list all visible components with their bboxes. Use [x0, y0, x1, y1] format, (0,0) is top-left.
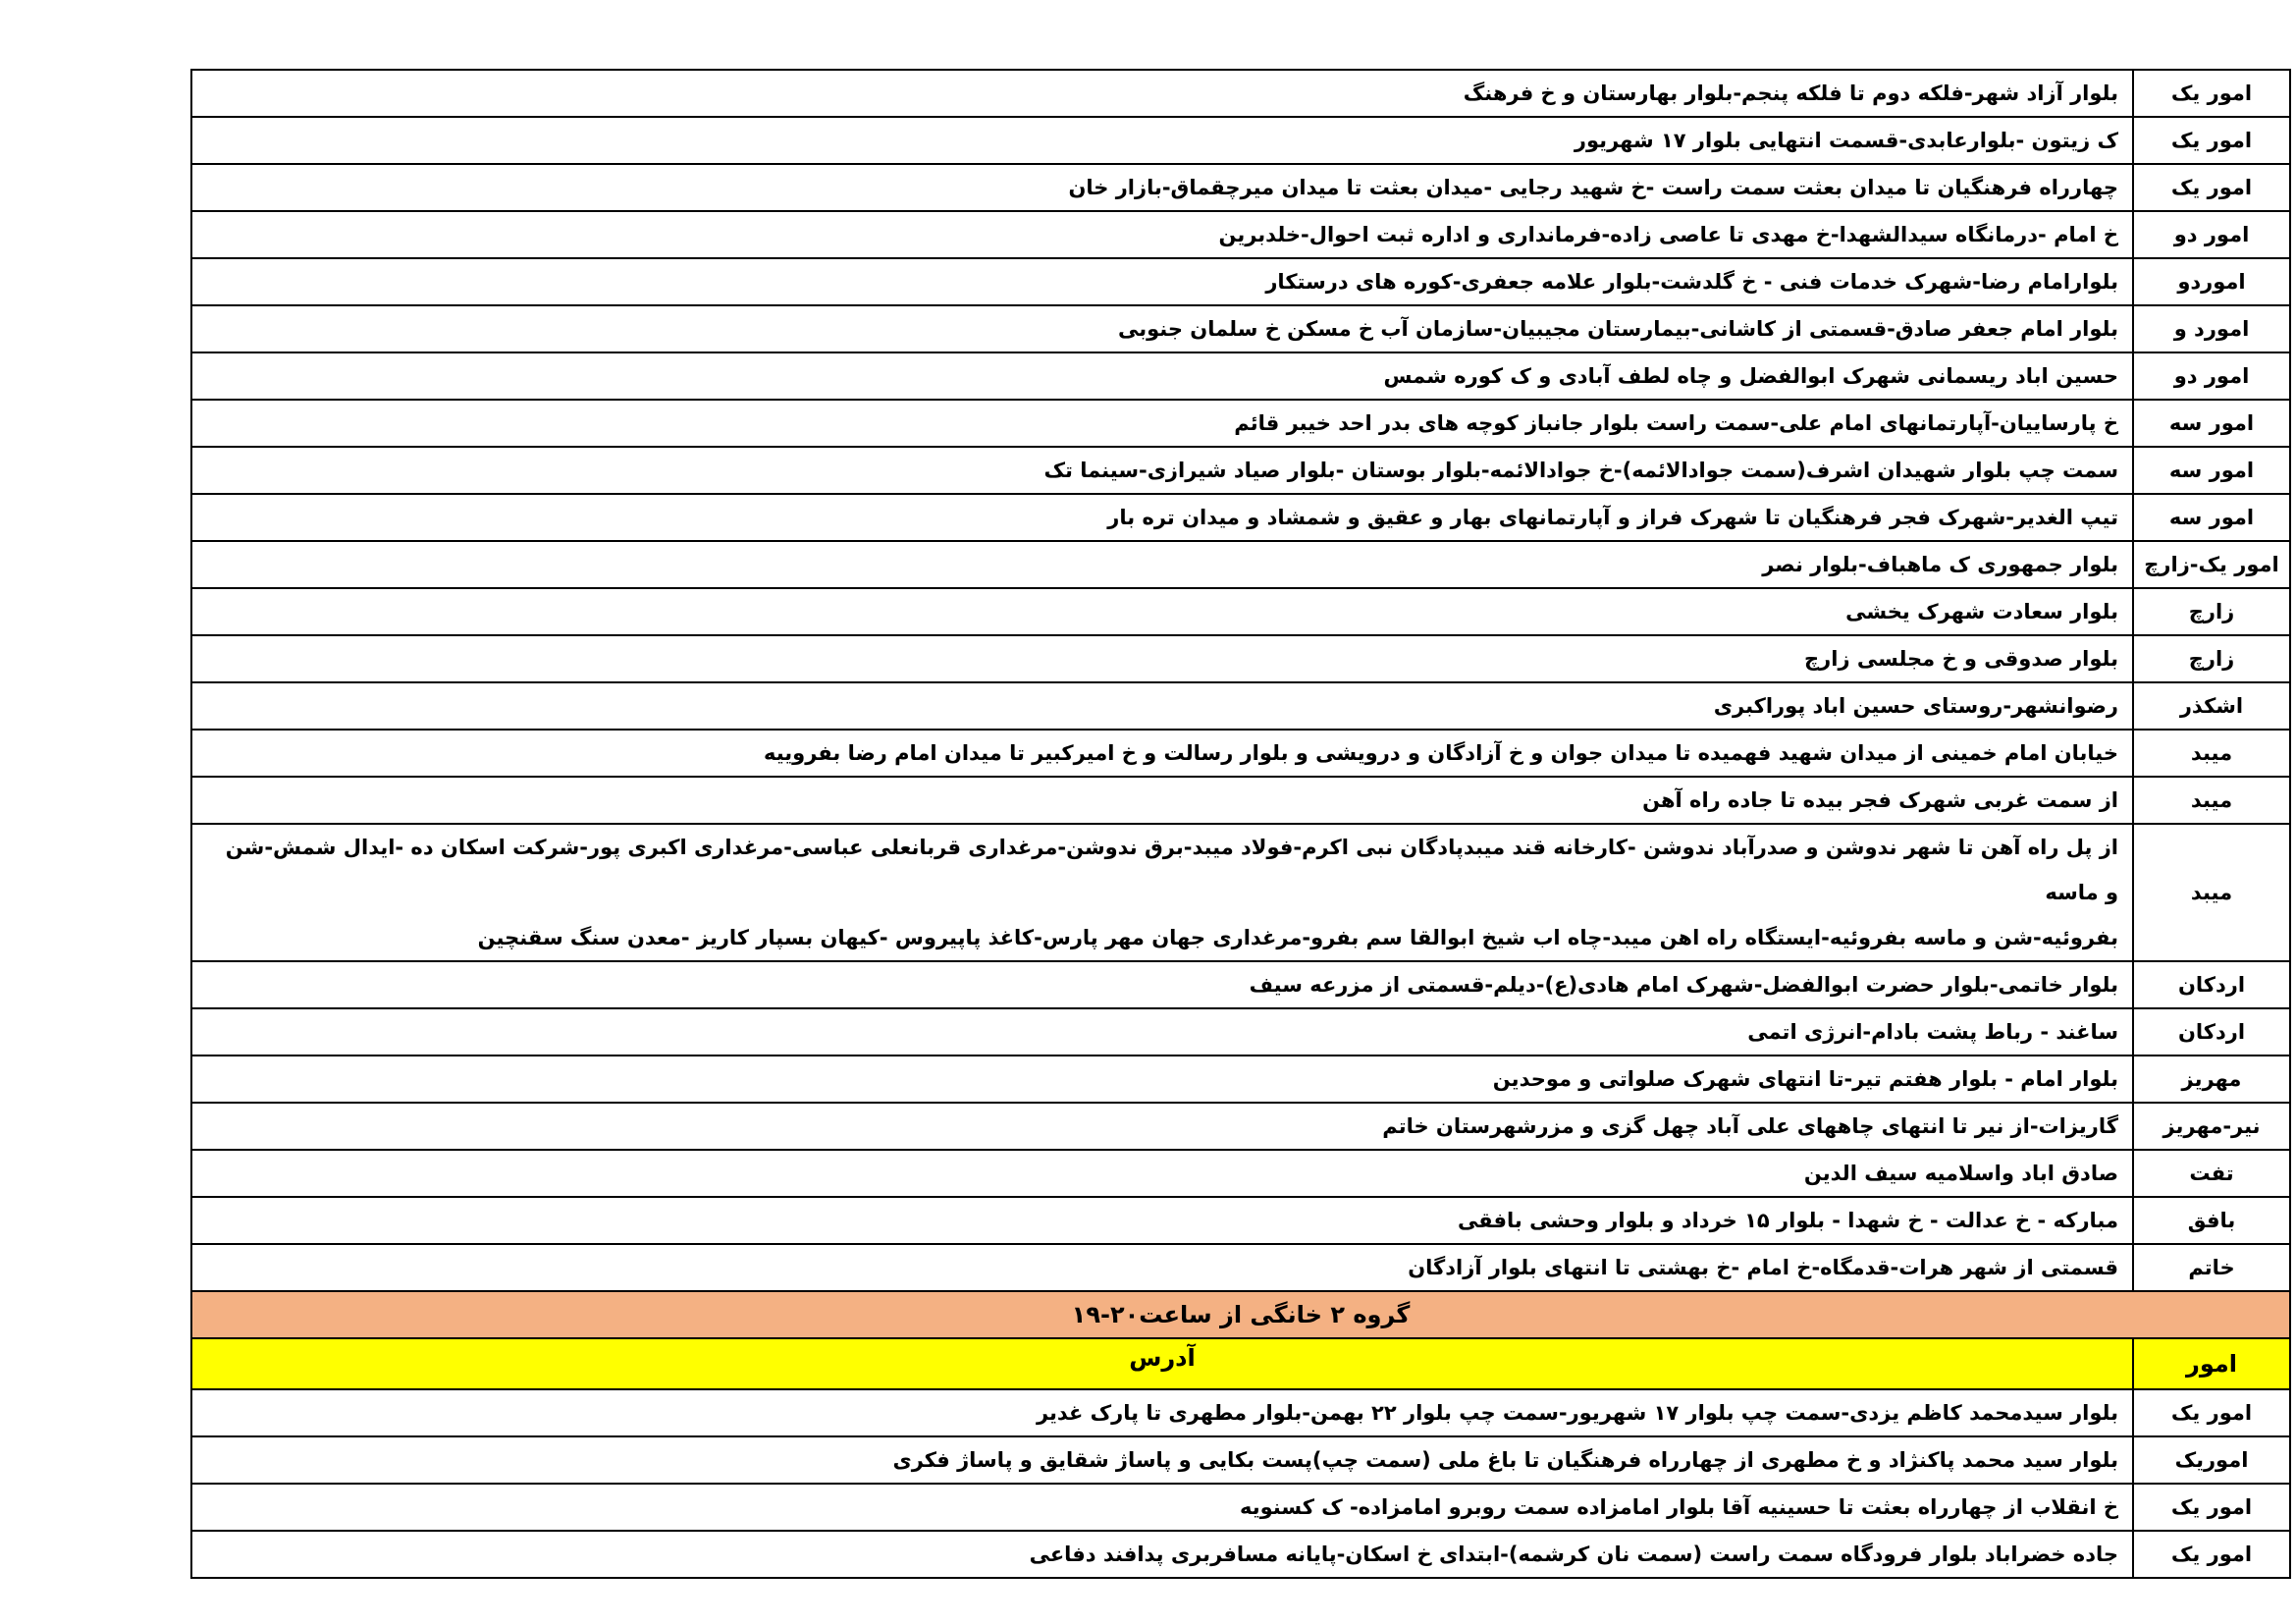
address-cell: بلوار صدوقی و خ مجلسی زارچ [191, 635, 2133, 682]
table-header-row [191, 1338, 2290, 1389]
region-cell: مهریز [2133, 1056, 2290, 1103]
address-cell: بلوار امام جعفر صادق-قسمتی از کاشانی-بیمارستان مجیبیان-سازمان آب خ مسکن خ سلمان جنوبی [191, 305, 2133, 352]
table-row [191, 494, 2290, 541]
address-cell: بلوار خاتمی-بلوار حضرت ابوالفضل-شهرک امام هادی(ع)-دیلم-قسمتی از مزرعه سیف [191, 961, 2133, 1008]
address-cell: از سمت غربی شهرک فجر بیده تا جاده راه آهن [191, 777, 2133, 824]
table-row [191, 1008, 2290, 1056]
table-row [191, 1197, 2290, 1244]
address-cell: مبارکه - خ عدالت - خ شهدا - بلوار ۱۵ خرداد و بلوار وحشی بافقی [191, 1197, 2133, 1244]
address-cell: چهارراه فرهنگیان تا میدان بعثت سمت راست -خ شهید رجایی -میدان بعثت تا میدان میرچقماق-بازار خان [191, 164, 2133, 211]
address-cell: بلوار سید محمد پاکنژاد و خ مطهری از چهارراه فرهنگیان تا باغ ملی (سمت چپ)پست بکایی و پاساژ شقایق و پاساژ فکری [191, 1436, 2133, 1484]
region-cell: امورد و [2133, 305, 2290, 352]
table-row [191, 682, 2290, 730]
table-row [191, 1484, 2290, 1531]
region-cell: تفت [2133, 1150, 2290, 1197]
group-title-row [191, 1291, 2290, 1338]
address-cell: جاده خضراباد بلوار فرودگاه سمت راست (سمت نان کرشمه)-ابتدای خ اسکان-پایانه مسافربری پدافند دفاعی [191, 1531, 2133, 1578]
address-cell: ک زیتون -بلوارعابدی-قسمت انتهایی بلوار ۱۷ شهریور [191, 117, 2133, 164]
address-cell: خ پارساییان-آپارتمانهای امام علی-سمت راست بلوار جانباز کوچه های بدر احد خیبر قائم [191, 400, 2133, 447]
table-row [191, 258, 2290, 305]
region-cell: بافق [2133, 1197, 2290, 1244]
address-cell [191, 824, 2133, 961]
table-row [191, 541, 2290, 588]
table-row [191, 588, 2290, 635]
region-cell: امور سه [2133, 400, 2290, 447]
address-line-2: بفروئیه-شن و ماسه بفروئیه-ایستگاه راه اهن میبد-چاه اب شیخ ابوالقا سم بفرو-مرغداری جهان مهر پارس-کاغذ پاپیروس -کیهان بسپار کاریز -معدن سنگ سقنچین [477, 926, 2118, 949]
table-row [191, 211, 2290, 258]
address-cell: رضوانشهر-روستای حسین اباد پوراکبری [191, 682, 2133, 730]
group-title: گروه ۲ خانگی از ساعت۲۰-۱۹ [191, 1291, 2290, 1338]
table-row [191, 400, 2290, 447]
table-row [191, 824, 2290, 961]
table-row [191, 164, 2290, 211]
address-cell: صادق اباد واسلامیه سیف الدین [191, 1150, 2133, 1197]
region-cell: امور سه [2133, 447, 2290, 494]
region-cell: امور یک [2133, 164, 2290, 211]
region-cell: امور دو [2133, 211, 2290, 258]
region-cell: میبد [2133, 824, 2290, 961]
address-cell: سمت چپ بلوار شهیدان اشرف(سمت جوادالائمه)-خ جوادالائمه-بلوار بوستان -بلوار صیاد شیرازی-سینما تک [191, 447, 2133, 494]
region-cell: اشکذر [2133, 682, 2290, 730]
region-cell: امور یک [2133, 70, 2290, 117]
address-cell: بلوار آزاد شهر-فلکه دوم تا فلکه پنجم-بلوار بهارستان و خ فرهنگ [191, 70, 2133, 117]
address-cell: خ انقلاب از چهارراه بعثت تا حسینیه آقا بلوار امامزاده سمت روبرو امامزاده- ک کسنویه [191, 1484, 2133, 1531]
table-row [191, 117, 2290, 164]
region-cell: اردکان [2133, 1008, 2290, 1056]
region-cell: نیر-مهریز [2133, 1103, 2290, 1150]
region-cell: زارچ [2133, 588, 2290, 635]
table-row [191, 1531, 2290, 1578]
address-cell: قسمتی از شهر هرات-قدمگاه-خ امام -خ بهشتی تا انتهای بلوار آزادگان [191, 1244, 2133, 1291]
table-row [191, 1056, 2290, 1103]
table-row [191, 352, 2290, 400]
table-row [191, 1244, 2290, 1291]
table-row [191, 1436, 2290, 1484]
address-cell: گاریزات-از نیر تا انتهای چاههای علی آباد چهل گزی و مزرشهرستان خاتم [191, 1103, 2133, 1150]
region-cell: امور یک [2133, 117, 2290, 164]
address-cell: خ امام -درمانگاه سیدالشهدا-خ مهدی تا عاصی زاده-فرمانداری و اداره ثبت احوال-خلدبرین [191, 211, 2133, 258]
table-row [191, 777, 2290, 824]
region-cell: میبد [2133, 777, 2290, 824]
table-row [191, 1150, 2290, 1197]
table-row [191, 70, 2290, 117]
region-cell: امور دو [2133, 352, 2290, 400]
table-row [191, 305, 2290, 352]
region-cell: امور یک [2133, 1531, 2290, 1578]
outage-schedule-table [190, 69, 2291, 1579]
address-cell: ساغند - رباط پشت بادام-انرژی اتمی [191, 1008, 2133, 1056]
table-row [191, 1103, 2290, 1150]
address-cell: بلوار جمهوری ک ماهباف-بلوار نصر [191, 541, 2133, 588]
region-cell: اموریک [2133, 1436, 2290, 1484]
table-row [191, 635, 2290, 682]
address-cell: حسین اباد ریسمانی شهرک ابوالفضل و چاه لطف آبادی و ک کوره شمس [191, 352, 2133, 400]
region-cell: امور یک [2133, 1389, 2290, 1436]
table-row [191, 730, 2290, 777]
address-cell: بلوار سیدمحمد کاظم یزدی-سمت چپ بلوار ۱۷ شهریور-سمت چپ بلوار ۲۲ بهمن-بلوار مطهری تا پارک غدیر [191, 1389, 2133, 1436]
region-column-header: امور [2133, 1338, 2290, 1389]
region-cell: اموردو [2133, 258, 2290, 305]
address-cell: بلوار سعادت شهرک یخشی [191, 588, 2133, 635]
region-cell: امور سه [2133, 494, 2290, 541]
region-cell: زارچ [2133, 635, 2290, 682]
address-line-1: از پل راه آهن تا شهر ندوشن و صدرآباد ندوشن -کارخانه قند میبدپادگان نبی اکرم-فولاد میبد-برق ندوشن-مرغداری قربانعلی عباسی-مرغداری اکبری پور-شرکت اسکان ده -ایدال شمش-شن و ماسه [225, 836, 2118, 904]
region-cell: امور یک [2133, 1484, 2290, 1531]
table-row [191, 1389, 2290, 1436]
address-cell: خیابان امام خمینی از میدان شهید فهمیده تا میدان جوان و خ آزادگان و درویشی و بلوار رسالت و خ امیرکبیر تا میدان امام رضا بفروییه [191, 730, 2133, 777]
address-column-header: آدرس [191, 1338, 2133, 1389]
region-cell: امور یک-زارچ [2133, 541, 2290, 588]
table-row [191, 961, 2290, 1008]
region-cell: اردکان [2133, 961, 2290, 1008]
region-cell: میبد [2133, 730, 2290, 777]
address-cell: تیپ الغدیر-شهرک فجر فرهنگیان تا شهرک فراز و آپارتمانهای بهار و عقیق و شمشاد و میدان تره بار [191, 494, 2133, 541]
address-cell: بلوارامام رضا-شهرک خدمات فنی - خ گلدشت-بلوار علامه جعفری-کوره های درستکار [191, 258, 2133, 305]
region-cell: خاتم [2133, 1244, 2290, 1291]
table-row [191, 447, 2290, 494]
address-cell: بلوار امام - بلوار هفتم تیر-تا انتهای شهرک صلواتی و موحدین [191, 1056, 2133, 1103]
